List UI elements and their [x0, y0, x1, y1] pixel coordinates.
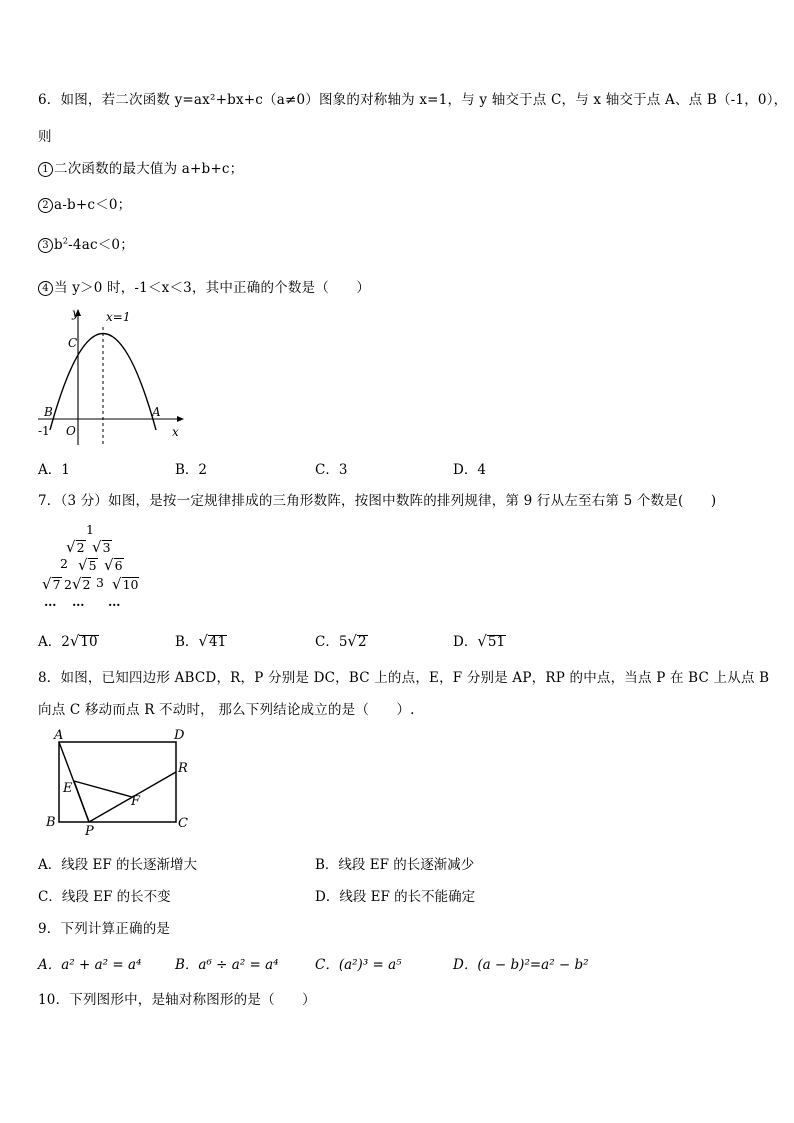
q8-option-b[interactable]: B．线段 EF 的长逐渐减少	[315, 857, 475, 873]
x-label: x	[172, 425, 179, 439]
q9-option-b[interactable]: B．a⁶ ÷ a² = a⁴	[175, 957, 279, 973]
q6-statement-4	[38, 276, 370, 296]
q8-stem-line2: 向点 C 移动而点 R 不动时， 那么下列结论成立的是（ ）.	[38, 702, 415, 718]
q6-s3-rest: -4ac＜0；	[68, 237, 134, 253]
q10-stem: 10．下列图形中，是轴对称图形的是（ ）	[38, 992, 316, 1008]
q7-number-triangle	[40, 522, 150, 612]
tri-r3-1: 2	[60, 556, 68, 571]
q6-statement-2-text: a-b+c＜0；	[54, 197, 132, 213]
q6-statement-3	[38, 233, 134, 253]
tri-dots-1: …	[44, 594, 57, 609]
tri-dots-3: …	[108, 594, 121, 609]
axis-label: x=1	[106, 310, 131, 324]
circled-number-1: 1	[38, 162, 53, 177]
y-label: y	[72, 306, 79, 320]
label-C: C	[178, 816, 188, 831]
q8-option-a[interactable]: A．线段 EF 的长逐渐增大	[38, 857, 198, 873]
label-R: R	[178, 761, 188, 776]
q8-quadrilateral-figure	[44, 725, 194, 837]
q9-stem: 9．下列计算正确的是	[38, 921, 171, 937]
point-A-label: A	[152, 405, 161, 419]
label-E: E	[63, 781, 73, 796]
q6-stem-line2: 则	[38, 129, 52, 145]
tri-r2-1: √2	[66, 538, 85, 556]
q9-option-d[interactable]: D．(a − b)²=a² − b²	[453, 957, 589, 973]
circled-number-3: 3	[38, 238, 53, 253]
segment-ef-upper	[74, 781, 132, 797]
q6-parabola-graph	[36, 305, 186, 447]
tri-r4-4: √10	[112, 575, 139, 593]
tri-r3-2: √5	[78, 556, 97, 574]
label-D: D	[174, 728, 185, 743]
point-C-label: C	[68, 336, 78, 350]
point-B-label: B	[44, 405, 53, 419]
q7-option-c[interactable]: C．5√2	[315, 632, 367, 650]
q8-option-d[interactable]: D．线段 EF 的长不能确定	[315, 889, 476, 905]
tri-r4-3: 3	[96, 575, 104, 590]
neg-one-label: -1	[38, 424, 50, 438]
q7-stem: 7．（3 分）如图，是按一定规律排成的三角形数阵，按图中数阵的排列规律，第 9 行从左至右第 5 个数是( )	[38, 493, 717, 509]
circled-number-4: 4	[38, 281, 53, 296]
q7-option-b[interactable]: B．√41	[175, 632, 227, 650]
circled-number-2: 2	[38, 198, 53, 213]
q6-s3-exp: 2	[62, 236, 69, 246]
q7-option-d[interactable]: D．√51	[453, 632, 506, 650]
q9-option-c[interactable]: C．(a²)³ = a⁵	[315, 957, 402, 973]
q8-stem-line1: 8．如图，已知四边形 ABCD，R，P 分别是 DC，BC 上的点，E，F 分别是 AP，RP 的中点，当点 P 在 BC 上从点 B	[38, 670, 770, 686]
q6-statement-1	[38, 157, 243, 177]
tri-r4-2: 2√2	[64, 575, 91, 593]
tri-r2-2: √3	[92, 538, 111, 556]
tri-dots-2: …	[72, 594, 85, 609]
q8-option-c[interactable]: C．线段 EF 的长不变	[38, 889, 171, 905]
q6-stem-line1: 6．如图，若二次函数 y=ax²+bx+c（a≠0）图象的对称轴为 x=1，与 y 轴交于点 C，与 x 轴交于点 A、点 B（-1，0），	[38, 92, 788, 108]
q9-option-a[interactable]: A．a² + a² = a⁴	[38, 957, 142, 973]
label-A: A	[54, 728, 64, 743]
segment-ep	[74, 781, 89, 822]
q6-option-b[interactable]: B．2	[175, 462, 208, 478]
origin-label: O	[66, 424, 76, 438]
q6-option-c[interactable]: C．3	[315, 462, 348, 478]
q6-statement-4-text: 当 y＞0 时，-1＜x＜3，其中正确的个数是（ ）	[54, 280, 371, 296]
q7-option-a[interactable]: A．2√10	[38, 632, 98, 650]
tri-r4-1: √7	[42, 575, 61, 593]
q6-s3-b: b	[54, 237, 63, 253]
x-axis-arrow-icon	[177, 416, 184, 422]
q6-statement-1-text: 二次函数的最大值为 a+b+c；	[54, 161, 244, 177]
q6-option-d[interactable]: D．4	[453, 462, 486, 478]
label-F: F	[131, 794, 141, 809]
label-P: P	[85, 824, 94, 837]
q6-option-a[interactable]: A．1	[38, 462, 70, 478]
tri-r1-1: 1	[86, 522, 94, 537]
q6-statement-2	[38, 193, 131, 213]
label-B: B	[46, 815, 56, 830]
tri-r3-3: √6	[104, 556, 123, 574]
